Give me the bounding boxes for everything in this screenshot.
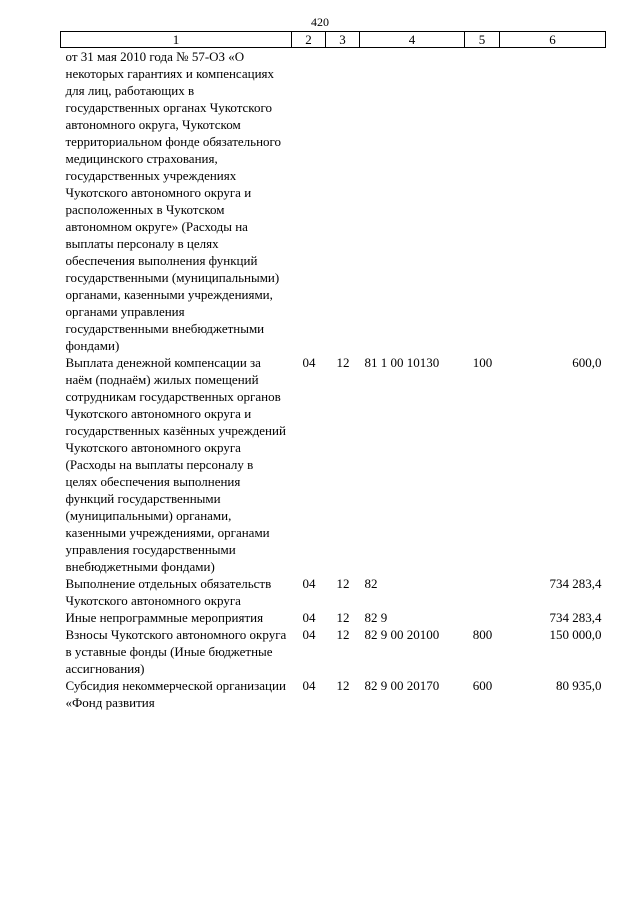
row-target-article: 81 1 00 10130: [364, 355, 440, 370]
column-header-subsection: 3: [326, 32, 360, 48]
row-target-article: 82 9: [364, 610, 388, 625]
column-header-amount: 6: [500, 32, 606, 48]
row-amount: 80 935,0: [556, 678, 602, 693]
row-expense-type: [465, 48, 500, 355]
row-section: 04: [302, 355, 316, 370]
row-expense-type: 800: [472, 627, 493, 642]
table-row: [61, 626, 606, 677]
row-name: от 31 мая 2010 года № 57-ОЗ «О некоторых гарантиях и компенсациях для лиц, работающих в государственных органах Чукотского автономного округа, Чукотском территориальном фонде обязательного медицинского страхования, государственных учреждениях Чукотского автономного округа и расположенных в Чукотском автономном округе» (Расходы на выплаты персоналу в целях обеспечения выполнения функций государственными (муниципальными) органами, казенными учреждениями, органами управления государственными внебюджетными фондами): [65, 49, 282, 353]
table-row: [61, 48, 606, 355]
row-name: Выполнение отдельных обязательств Чукотского автономного округа: [65, 576, 272, 608]
row-amount: 600,0: [572, 355, 602, 370]
row-subsection: 12: [336, 678, 350, 693]
row-name: Взносы Чукотского автономного округа в уставные фонды (Иные бюджетные ассигнования): [65, 627, 287, 676]
table-row: [61, 609, 606, 626]
row-subsection: 12: [336, 576, 350, 591]
row-expense-type: [465, 609, 500, 626]
row-section: 04: [302, 627, 316, 642]
row-expense-type: [465, 575, 500, 609]
row-target-article: 82: [364, 576, 378, 591]
row-section: 04: [302, 610, 316, 625]
row-amount: [500, 48, 606, 355]
row-section: 04: [302, 678, 316, 693]
row-expense-type: 100: [472, 355, 493, 370]
table-row: [61, 354, 606, 575]
row-section: 04: [302, 576, 316, 591]
table-row: [61, 575, 606, 609]
row-subsection: 12: [336, 627, 350, 642]
header-row: [61, 32, 606, 48]
row-expense-type: 600: [472, 678, 493, 693]
row-target-article: [360, 48, 465, 355]
row-name: Выплата денежной компенсации за наём (поднаём) жилых помещений сотрудникам государственных органов Чукотского автономного округа и государственных казённых учреждений Чукотского автономного округа (Расходы на выплаты персоналу в целях обеспечения выполнения функций государственными (муниципальными) органами, казенными учреждениями, органами управления государственными внебюджетными фондами): [65, 355, 286, 574]
row-amount: 150 000,0: [549, 627, 602, 642]
row-subsection: 12: [336, 355, 350, 370]
budget-table: [60, 31, 606, 711]
row-amount: 734 283,4: [549, 610, 602, 625]
table-row: [61, 677, 606, 711]
column-header-section: 2: [292, 32, 326, 48]
row-subsection: [326, 48, 360, 355]
column-header-name: 1: [61, 32, 292, 48]
row-target-article: 82 9 00 20100: [364, 627, 440, 642]
page-number: 420: [311, 15, 329, 29]
row-target-article: 82 9 00 20170: [364, 678, 440, 693]
column-header-target-article: 4: [360, 32, 465, 48]
row-name: Субсидия некоммерческой организации «Фонд развития: [65, 678, 286, 710]
column-header-expense-type: 5: [465, 32, 500, 48]
row-amount: 734 283,4: [549, 576, 602, 591]
row-name: Иные непрограммные мероприятия: [65, 610, 264, 625]
row-section: [292, 48, 326, 355]
row-subsection: 12: [336, 610, 350, 625]
